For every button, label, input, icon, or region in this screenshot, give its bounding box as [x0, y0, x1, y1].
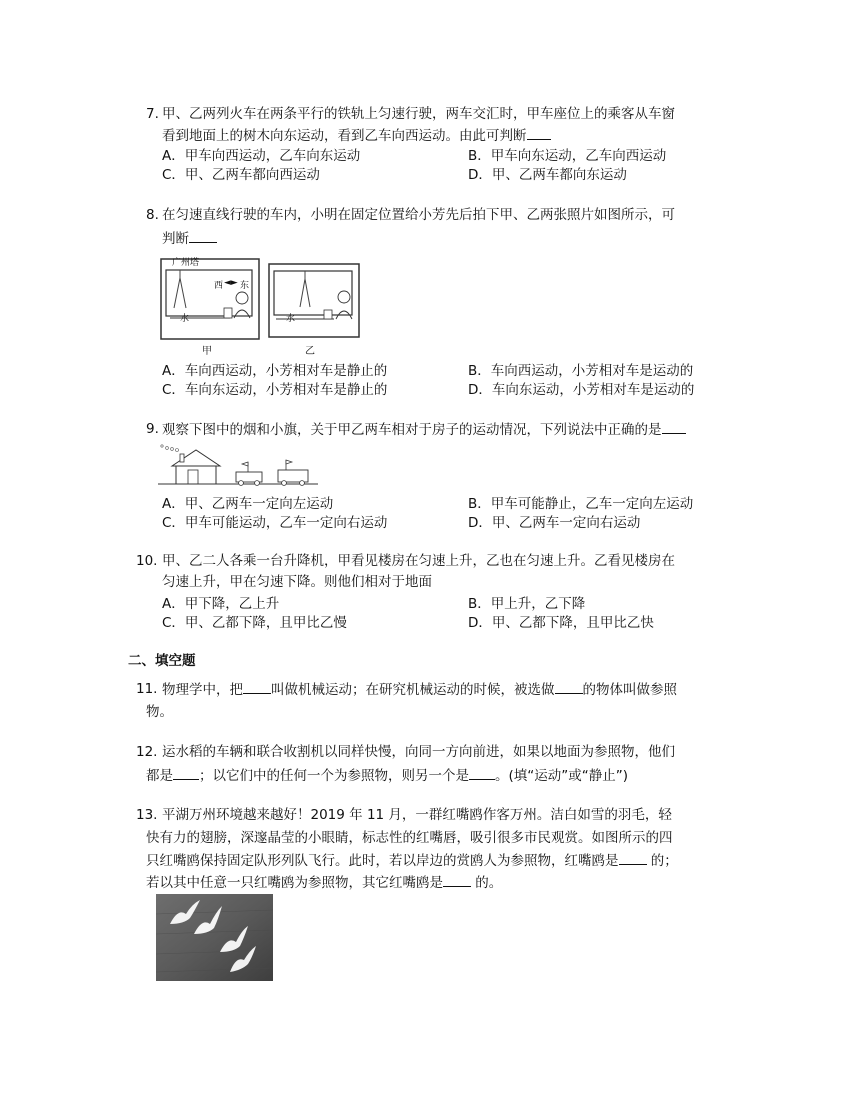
option-d[interactable]: D．车向东运动，小芳相对车是运动的	[468, 382, 695, 398]
house-and-cars-figure	[158, 442, 318, 488]
answer-blank[interactable]	[189, 228, 217, 243]
option-c[interactable]: C．甲、乙两车都向西运动	[162, 167, 320, 183]
option-a[interactable]: A．甲下降，乙上升	[162, 596, 280, 612]
question-number: 9.	[146, 421, 159, 437]
option-c[interactable]: C．车向东运动，小芳相对车是静止的	[162, 382, 388, 398]
direction-west-label: 西	[214, 281, 224, 291]
water-label: 水	[180, 314, 190, 324]
car-photo-jia	[160, 258, 260, 340]
answer-blank[interactable]	[555, 679, 583, 694]
section-heading: 二、填空题	[128, 653, 196, 669]
question-text: 快有力的翅膀，深邃晶莹的小眼睛，标志性的红嘴唇，吸引很多市民观赏。如图所示的四	[146, 830, 673, 846]
question-text: 物。	[146, 704, 173, 720]
question-text: 判断	[162, 228, 217, 249]
question-text: 甲、乙两列火车在两条平行的铁轨上匀速行驶，两车交汇时，甲车座位上的乘客从车窗	[162, 106, 675, 122]
option-a[interactable]: A．车向西运动，小芳相对车是静止的	[162, 363, 388, 379]
answer-blank[interactable]	[173, 765, 199, 780]
question-text: 都是 ；以它们中的任何一个为参照物，则另一个是 。(填“运动”或“静止”)	[146, 765, 628, 786]
option-a[interactable]: A．甲车向西运动，乙车向东运动	[162, 148, 361, 164]
option-b[interactable]: B．车向西运动，小芳相对车是运动的	[468, 363, 694, 379]
water-label: 水	[286, 314, 296, 324]
option-a[interactable]: A．甲、乙两车一定向左运动	[162, 496, 334, 512]
question-number: 7.	[146, 106, 159, 122]
answer-blank[interactable]	[619, 850, 647, 865]
question-text: 若以其中任意一只红嘴鸥为参照物，其它红嘴鸥是 的。	[146, 872, 502, 893]
direction-east-label: 东	[240, 281, 250, 291]
question-text: 只红嘴鸥保持固定队形列队飞行。此时，若以岸边的赏鸥人为参照物，红嘴鸥是 的；	[146, 850, 678, 871]
question-text: 甲、乙二人各乘一台升降机，甲看见楼房在匀速上升，乙也在匀速上升。乙看见楼房在	[162, 553, 675, 569]
question-number: 8.	[146, 207, 159, 223]
option-d[interactable]: D．甲、乙两车都向东运动	[468, 167, 627, 183]
question-number: 10.	[136, 553, 158, 569]
question-text: 物理学中，把 叫做机械运动；在研究机械运动的时候，被选做 的物体叫做参照	[162, 679, 677, 700]
gulls-photo	[156, 894, 273, 981]
option-d[interactable]: D．甲、乙都下降，且甲比乙快	[468, 615, 654, 631]
question-number: 12.	[136, 744, 158, 760]
question-text: 在匀速直线行驶的车内，小明在固定位置给小芳先后拍下甲、乙两张照片如图所示，可	[162, 207, 675, 223]
question-number: 11.	[136, 681, 158, 697]
figure-caption: 甲	[202, 346, 212, 357]
figure-caption: 乙	[305, 346, 315, 357]
question-text: 观察下图中的烟和小旗，关于甲乙两车相对于房子的运动情况，下列说法中正确的是	[162, 419, 686, 440]
question-text: 运水稻的车辆和联合收割机以同样快慢，向同一方向前进，如果以地面为参照物，他们	[162, 744, 675, 760]
option-d[interactable]: D．甲、乙两车一定向右运动	[468, 515, 641, 531]
option-b[interactable]: B．甲车向东运动，乙车向西运动	[468, 148, 667, 164]
option-b[interactable]: B．甲上升，乙下降	[468, 596, 586, 612]
question-text: 看到地面上的树木向东运动，看到乙车向西运动。由此可判断	[162, 125, 551, 146]
answer-blank[interactable]	[527, 125, 551, 140]
tower-label: 广州塔	[172, 258, 200, 268]
answer-blank[interactable]	[243, 679, 271, 694]
option-c[interactable]: C．甲、乙都下降，且甲比乙慢	[162, 615, 347, 631]
answer-blank[interactable]	[662, 419, 686, 434]
car-photo-yi	[268, 263, 360, 338]
question-text: 匀速上升，甲在匀速下降。则他们相对于地面	[162, 574, 432, 590]
question-text: 平湖万州环境越来越好！2019 年 11 月，一群红嘴鸥作客万州。洁白如雪的羽毛，轻	[162, 807, 672, 823]
question-number: 13.	[136, 807, 158, 823]
answer-blank[interactable]	[443, 872, 471, 887]
arrow-icon: ◄►	[224, 278, 238, 288]
option-c[interactable]: C．甲车可能运动，乙车一定向右运动	[162, 515, 388, 531]
answer-blank[interactable]	[469, 765, 495, 780]
option-b[interactable]: B．甲车可能静止，乙车一定向左运动	[468, 496, 694, 512]
